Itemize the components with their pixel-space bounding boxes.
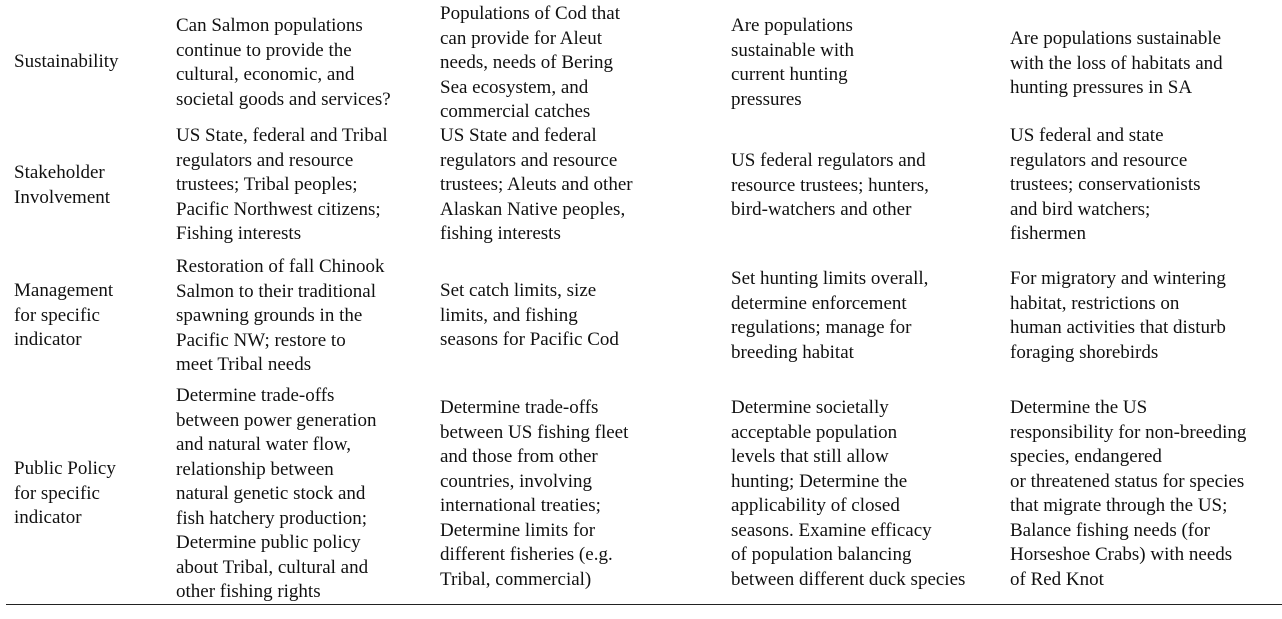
cell-cod-public-policy: Determine trade-offs between US fishing fleet and those from other countries, involving international treaties; Determine limits for different fisheries (e.g. Tribal, commercial) [440, 397, 629, 590]
row-label-public-policy: Public Policy for specific indicator [14, 458, 116, 528]
cell-cod-sustainability: Populations of Cod that can provide for Aleut needs, needs of Bering Sea ecosystem, and commercial catches [440, 3, 620, 122]
row-label-management: Management for specific indicator [14, 280, 114, 350]
cell-ducks-sustainability: Are populations sustainable with current hunting pressures [731, 15, 854, 110]
row-label-stakeholder-involvement: Stakeholder Involvement [14, 162, 111, 208]
cell-shorebirds-management: For migratory and wintering habitat, restrictions on human activities that disturb foraging shorebirds [1010, 268, 1226, 363]
cell-cod-stakeholders: US State and federal regulators and resource trustees; Aleuts and other Alaskan Native peoples, fishing interests [440, 125, 633, 244]
cell-salmon-sustainability: Can Salmon populations continue to provide the cultural, economic, and societal goods and services? [176, 15, 391, 110]
cell-shorebirds-stakeholders: US federal and state regulators and resource trustees; conservationists and bird watchers; fishermen [1010, 125, 1201, 244]
row-label-sustainability: Sustainability [14, 51, 119, 72]
table-bottom-rule [6, 604, 1282, 605]
cell-salmon-public-policy: Determine trade-offs between power generation and natural water flow, relationship between natural genetic stock and fish hatchery production; Determine public policy about Tribal, cultural and other fishing rights [176, 385, 377, 602]
cell-cod-management: Set catch limits, size limits, and fishing seasons for Pacific Cod [440, 280, 619, 350]
table-row-management [0, 255, 1282, 375]
cell-ducks-management: Set hunting limits overall, determine enforcement regulations; manage for breeding habitat [731, 268, 929, 363]
cell-salmon-management: Restoration of fall Chinook Salmon to their traditional spawning grounds in the Pacific NW; restore to meet Tribal needs [176, 256, 385, 375]
table-row-sustainability [0, 2, 1282, 124]
cell-shorebirds-public-policy: Determine the US responsibility for non-breeding species, endangered or threatened status for species that migrate through the US; Balance fishing needs (for Horseshoe Crabs) with needs of Red Knot [1010, 397, 1247, 590]
cell-ducks-stakeholders: US federal regulators and resource trustees; hunters, bird-watchers and other [731, 150, 929, 220]
table-row-stakeholder-involvement [0, 124, 1282, 248]
table-row-public-policy [0, 384, 1282, 604]
cell-ducks-public-policy: Determine societally acceptable population levels that still allow hunting; Determine the applicability of closed seasons. Examine efficacy of population balancing between different duck species [731, 397, 966, 590]
cell-shorebirds-sustainability: Are populations sustainable with the loss of habitats and hunting pressures in SA [1010, 28, 1223, 98]
cell-salmon-stakeholders: US State, federal and Tribal regulators and resource trustees; Tribal peoples; Pacific Northwest citizens; Fishing interests [176, 125, 388, 244]
